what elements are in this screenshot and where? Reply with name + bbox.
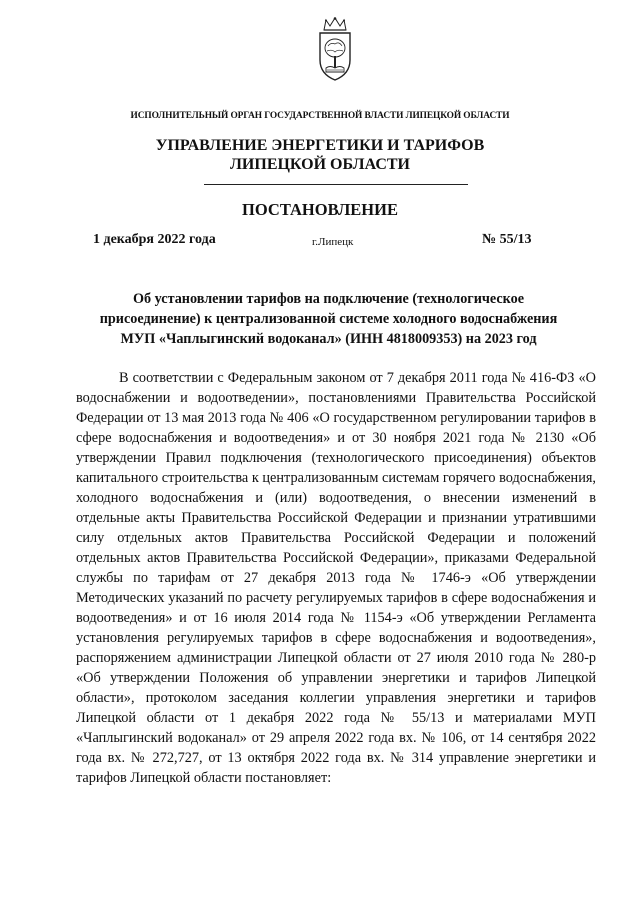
document-city: г.Липецк <box>312 236 354 248</box>
coat-of-arms-icon <box>316 16 354 82</box>
subject-line1: Об установлении тарифов на подключение (технологическое <box>132 291 525 307</box>
subject-line3: МУП «Чаплыгинский водоканал» (ИНН 4818009353) на 2023 год <box>120 331 537 347</box>
body-paragraph: В соответствии с Федеральным законом от 7 декабря 2011 года № 416-ФЗ «О водоснабжении и водоотведении», постановлениями Правительства Российской Федерации от 13 мая 2013 года № 406 «О государственном регулировании тарифов в сфере водоснабжения и водоотведения» и от 30 ноября 2021 года № 2130 «Об утверждении Правил подключения (технологического присоединения) объектов капитального строительства к централизованным системам горячего водоснабжения, холодного водоснабжения и (или) водоотведения, о внесении изменений в отдельные акты Правительства Российской Федерации и признании утратившими силу отдельных актов Правительства Российской Федерации и положений отдельных актов Правительства Российской Федерации», приказами Федеральной службы по тарифам от 27 декабря 2013 года № 1746-э «Об утверждении Методических указаний по расчету регулируемых тарифов в сфере водоснабжения и водоотведения» и от 16 июля 2014 года № 1154-э «Об утверждении Регламента установления регулируемых тарифов в сфере водоснабжения и водоотведения», распоряжением администрации Липецкой области от 27 июля 2010 года № 280-р «Об утверждении Положения об управлении энергетики и тарифов Липецкой области», протоколом заседания коллегии управления энергетики и тарифов Липецкой области от 1 декабря 2022 года № 55/13 и материалами МУП «Чаплыгинский водоканал» от 29 апреля 2022 года вх. № 106, от 14 сентября 2022 года вх. № 272,727, от 13 октября 2022 года вх. № 314 управление энергетики и тарифов Липецкой области постановляет: <box>76 370 596 786</box>
header-divider <box>204 184 468 185</box>
department-title-line2: ЛИПЕЦКОЙ ОБЛАСТИ <box>230 156 410 173</box>
document-type: ПОСТАНОВЛЕНИЕ <box>242 200 398 219</box>
department-title <box>0 136 640 174</box>
subject-line2: присоединение) к централизованной системе холодного водоснабжения <box>99 311 558 327</box>
document-subject <box>76 289 581 349</box>
document-number: № 55/13 <box>482 232 532 247</box>
authority-name: ИСПОЛНИТЕЛЬНЫЙ ОРГАН ГОСУДАРСТВЕННОЙ ВЛАСТИ ЛИПЕЦКОЙ ОБЛАСТИ <box>130 111 510 121</box>
document-date: 1 декабря 2022 года <box>93 232 216 247</box>
department-title-line1: УПРАВЛЕНИЕ ЭНЕРГЕТИКИ И ТАРИФОВ <box>155 137 485 154</box>
